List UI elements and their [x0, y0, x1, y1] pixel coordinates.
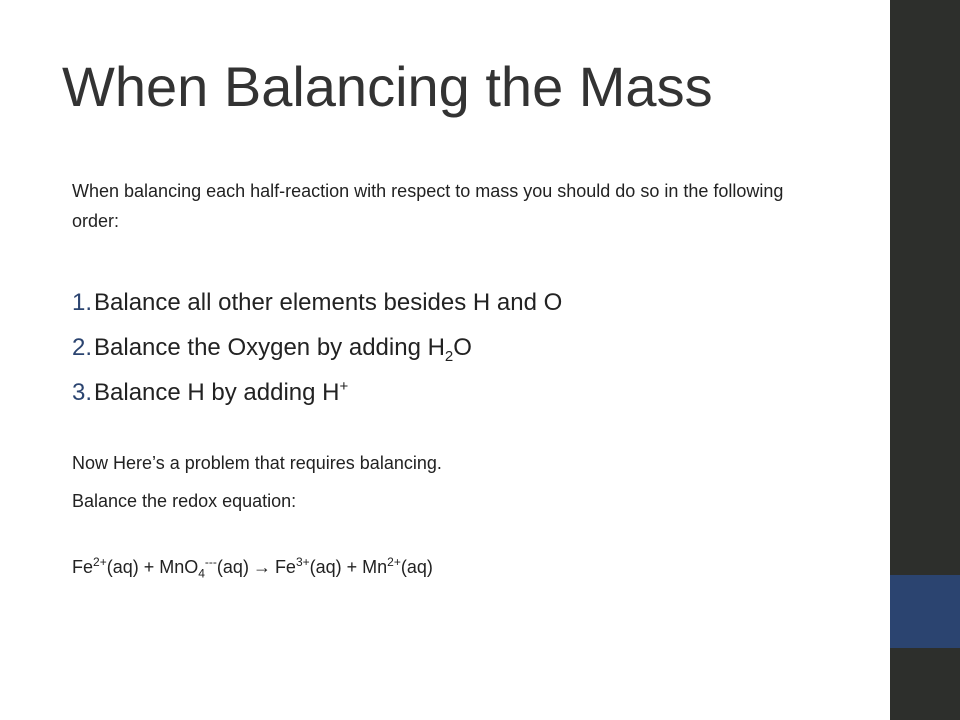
reaction-arrow-icon: → — [252, 557, 271, 577]
problem-intro: Now Here’s a problem that requires balancing. — [72, 453, 442, 473]
step-text: Balance all other elements besides H and O — [94, 289, 563, 316]
eq-fe2-charge: 2+ — [93, 555, 107, 569]
instruction-text: Balance the redox equation: — [72, 491, 297, 511]
step-item — [72, 280, 832, 325]
eq-part: (aq) + Mn — [309, 557, 388, 577]
step-number: 2. — [72, 334, 93, 361]
eq-fe2: Fe — [72, 557, 94, 577]
step-text-end: O — [453, 334, 472, 361]
eq-part: (aq) + MnO — [106, 557, 199, 577]
step-item — [72, 370, 832, 415]
step-number: 1. — [72, 289, 93, 316]
steps-list — [72, 280, 832, 415]
sidebar-accent-block — [890, 575, 960, 648]
step-text: Balance H by adding H — [94, 379, 340, 406]
eq-mno4-sub: 4 — [198, 566, 205, 581]
eq-part: (aq) — [216, 557, 249, 577]
eq-mn-charge: 2+ — [387, 555, 401, 569]
slide-title: When Balancing the Mass — [62, 55, 713, 118]
eq-fe3-charge: 3+ — [295, 555, 310, 569]
redox-equation — [72, 552, 832, 582]
eq-mno4-charge: --- — [204, 555, 217, 569]
step-item — [72, 325, 832, 370]
step-text: Balance the Oxygen by adding H — [94, 334, 445, 361]
subscript: 2 — [444, 347, 454, 365]
eq-fe3: Fe — [274, 557, 296, 577]
superscript: + — [339, 378, 349, 395]
step-number: 3. — [72, 379, 93, 406]
intro-text: When balancing each half-reaction with respect to mass you should do so in the following order: — [72, 181, 784, 231]
eq-part: (aq) — [400, 557, 433, 577]
